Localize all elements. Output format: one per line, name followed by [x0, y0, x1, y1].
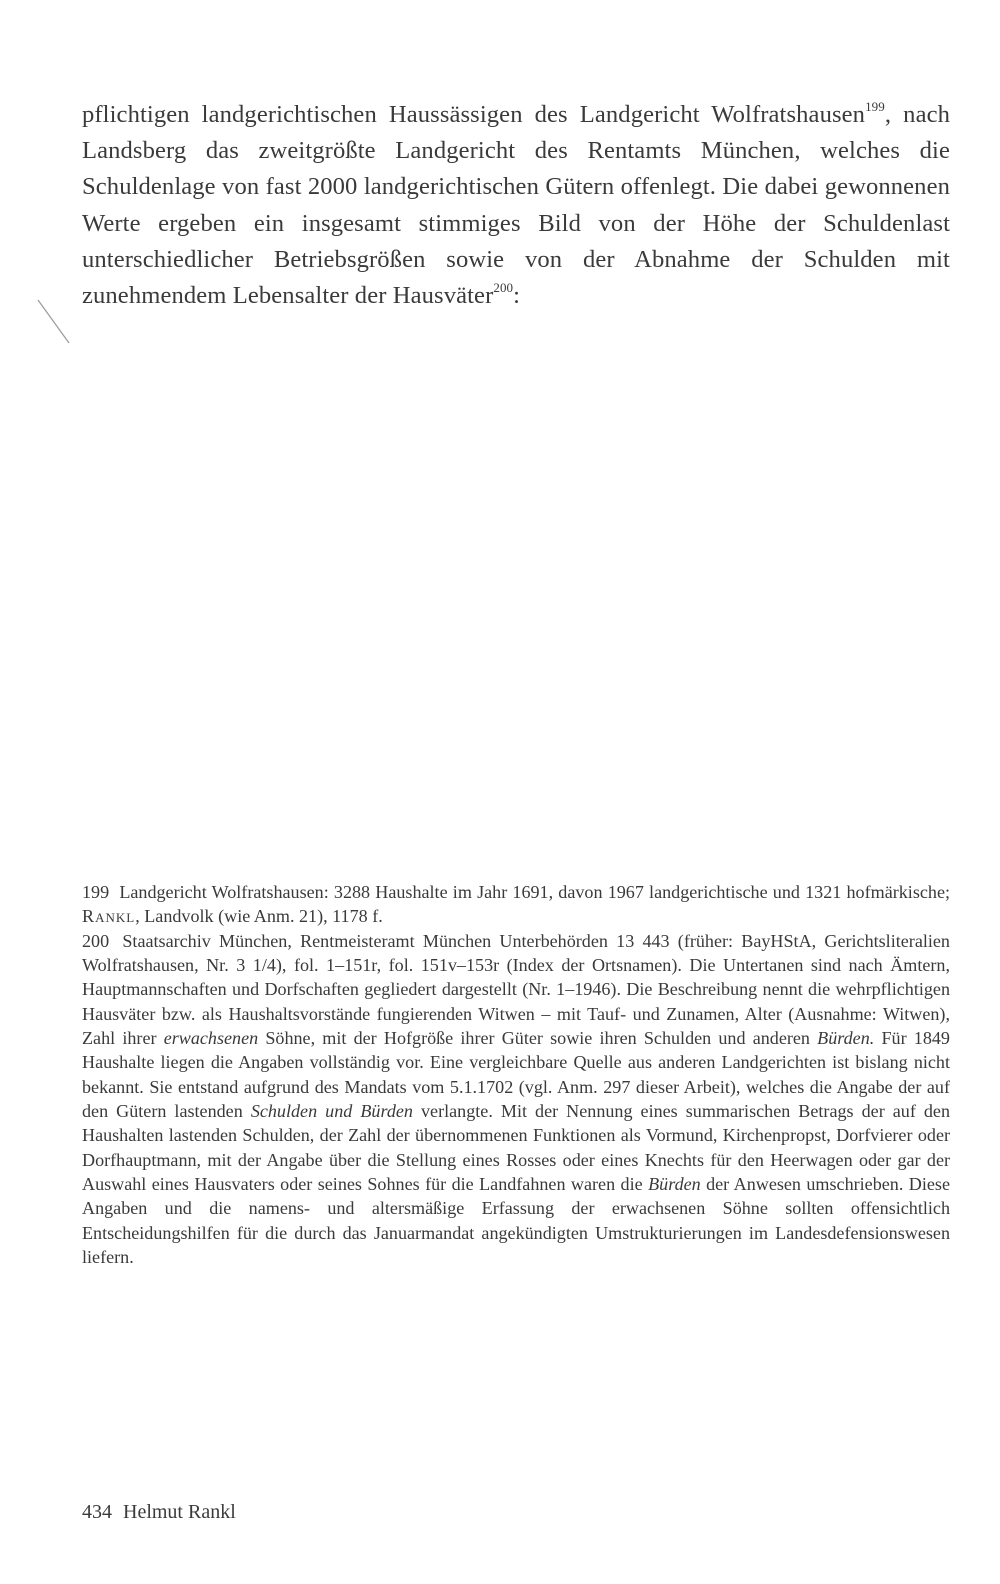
footnote-text: der Anwesen umschrieben. Diese Angaben und die namens- und altersmäßige Erfassung der erwachsenen Söhne sollten offensichtlich Entscheidungshilfen für die durch das Januarmandat angekündigten Umstrukturierungen im Landesdefensionswesen liefern.	[82, 1174, 950, 1268]
footnote-text: Landgericht Wolfratshausen: 3288 Haushalte im Jahr 1691, davon 1967 landgerichtische und 1321 hofmärkische;	[119, 882, 950, 902]
footnote-ref-200: 200	[493, 280, 514, 296]
footnote-ref-199: 199	[865, 99, 885, 114]
main-text-part-2: , nach Landsberg das zweitgrößte Landgericht des Rentamts München, welches die Schuldenlage von fast 2000 landgerichtischen Gütern offenlegt. Die dabei gewonnenen Werte ergeben ein insgesamt stimmiges Bild von der Höhe der Schuldenlast unterschiedlicher Betriebsgrößen sowie von der Abnahme der Schulden mit zunehmendem Lebensalter der Hausväter	[82, 101, 950, 310]
main-paragraph	[82, 97, 950, 314]
page-number: 434	[82, 1501, 112, 1523]
pencil-stroke-mark	[36, 298, 72, 346]
main-text-part-1: pflichtigen landgerichtischen Haussässigen des Landgericht Wolfratshausen	[82, 101, 866, 128]
footnote-text: verlangte. Mit der Nennung eines summarischen Betrags der auf den Haushalten lastenden Schulden, der Zahl der übernommenen Funktionen als Vormund, Kirchenpropst, Dorfvierer oder Dorfhauptmann, mit der Angabe über die Stellung eines Rosses oder eines Knechts für den Heerwagen oder gar der Auswahl eines Hausvaters oder seines Sohnes für die Landfahnen waren die	[82, 1101, 951, 1195]
footnote-italic: erwachsenen	[163, 1028, 259, 1049]
footnote-text: , Landvolk (wie Anm. 21), 1178 f.	[135, 906, 383, 927]
footnotes-section	[82, 880, 950, 1270]
footnote-author: Rankl	[82, 906, 136, 927]
footnote-199	[82, 880, 950, 929]
footnote-text: Für 1849 Haushalte liegen die Angaben vollständig vor. Eine vergleichbare Quelle aus anderen Landgerichten ist bislang nicht bekannt. Sie entstand aufgrund des Mandats vom 5.1.1702 (vgl. Anm. 297 dieser Arbeit), welches die Angabe der auf den Gütern lastenden	[82, 1028, 950, 1122]
footnote-italic: Schulden und Bürden	[250, 1101, 413, 1122]
footnote-number: 199	[82, 882, 110, 902]
footnote-text: Staatsarchiv München, Rentmeisteramt München Unterbehörden 13 443 (früher: BayHStA, Gerichtsliteralien Wolfratshausen, Nr. 3 1/4), fol. 1–151r, fol. 151v–153r (Index der Ortsnamen). Die Untertanen sind nach Ämtern, Hauptmannschaften und Dorfschaften gegliedert dargestellt (Nr. 1–1946). Die Beschreibung nennt die wehrpflichtigen Hausväter bzw. als Haushaltsvorstände fungierenden Witwen – mit Tauf- und Zunamen, Alter (Ausnahme: Witwen), Zahl ihrer	[82, 930, 950, 1049]
footnote-italic: Bürden.	[817, 1028, 875, 1049]
footnote-italic: Bürden	[648, 1174, 701, 1195]
running-author: Helmut Rankl	[123, 1501, 236, 1523]
main-text-part-3: :	[513, 282, 521, 310]
page-footer	[82, 1500, 236, 1524]
footnote-text: Söhne, mit der Hofgröße ihrer Güter sowie ihren Schulden und anderen	[265, 1028, 810, 1049]
footnote-number: 200	[82, 930, 110, 951]
footnote-200	[82, 929, 950, 1270]
